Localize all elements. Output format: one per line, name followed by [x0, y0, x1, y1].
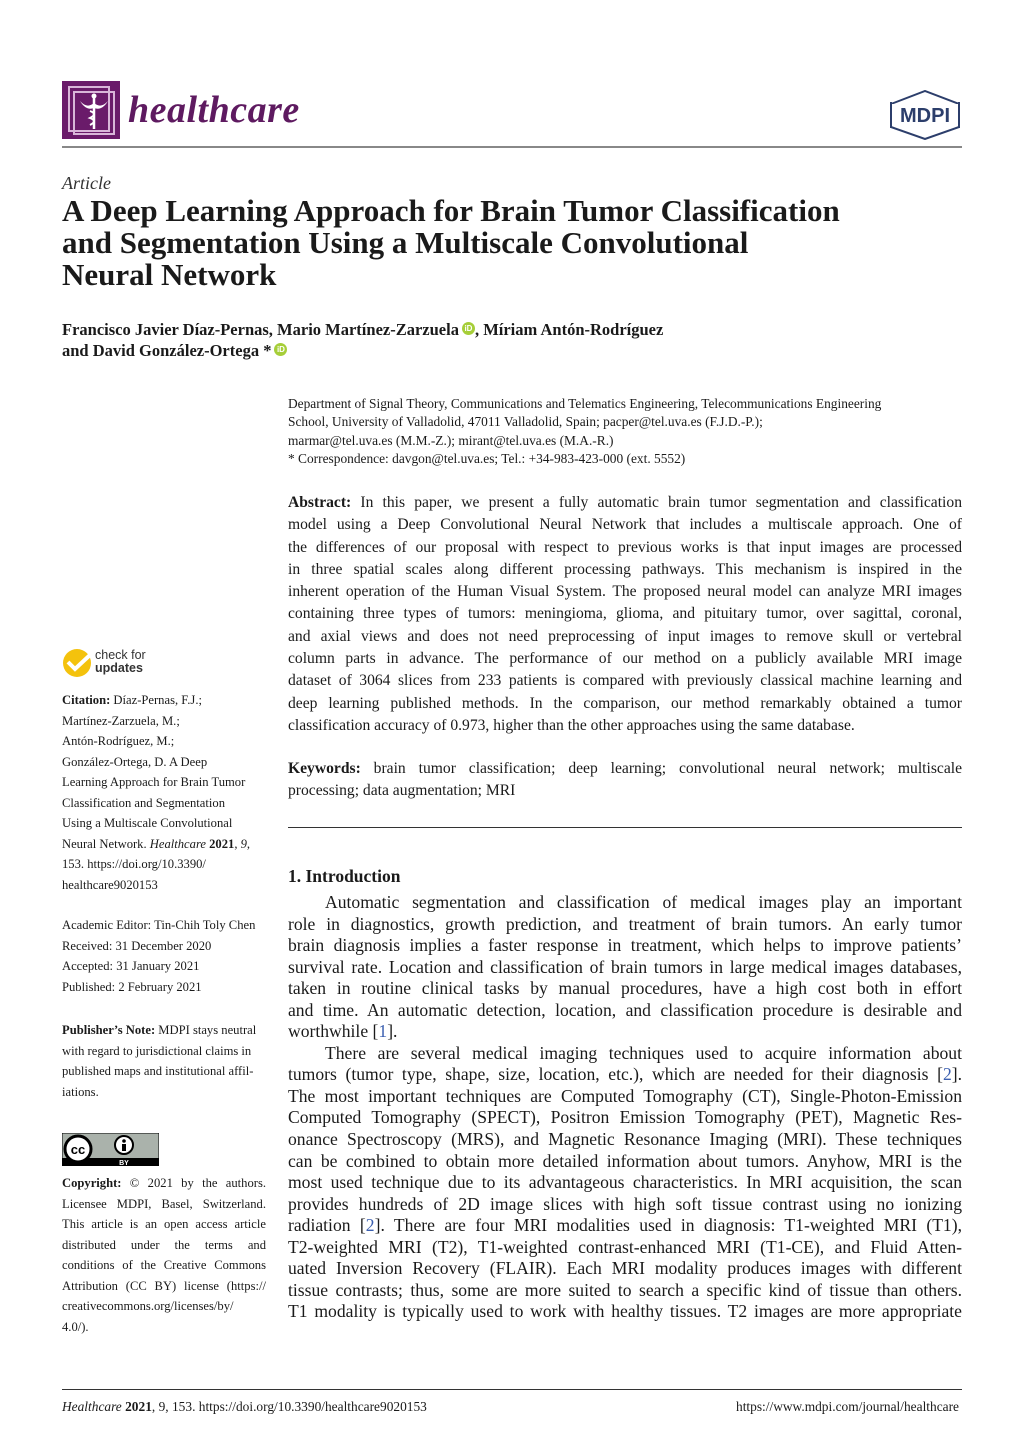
text-segment: Citation: [62, 693, 111, 707]
text-line [288, 1086, 962, 1108]
text-line [288, 1237, 962, 1259]
footer-journal: Healthcare [62, 1399, 122, 1414]
text-line [288, 1172, 962, 1194]
text-line [62, 1041, 266, 1062]
text-segment: with regard to jurisdictional claims in [62, 1043, 252, 1058]
text-segment: Martínez-Zarzuela, M.; [62, 713, 180, 728]
check-updates-icon [62, 648, 94, 680]
text-line [288, 603, 962, 625]
text-line [288, 892, 962, 914]
title-line: A Deep Learning Approach for Brain Tumor Classification [62, 193, 840, 228]
check-updates-label: check for [95, 648, 146, 662]
text-line [62, 1235, 266, 1256]
text-segment: Neural Network. [62, 836, 150, 851]
text-line [62, 1255, 266, 1276]
text-segment: Learning Approach for Brain Tumor [62, 775, 246, 789]
section-divider [288, 827, 962, 828]
text-line [288, 978, 962, 1000]
journal-logo [62, 81, 120, 139]
text-line [62, 915, 266, 936]
author-list [62, 319, 663, 361]
text-line [288, 1151, 962, 1173]
text-segment: marmar@tel.uva.es (M.M.-Z.); mirant@tel.uva.es (M.A.-R.) [288, 432, 614, 448]
text-segment: deep learning published methods. In the comparison, our method remarkably obtained a tumor [288, 694, 962, 712]
title-line: Neural Network [62, 257, 277, 292]
text-segment: conditions of the Creative Commons [62, 1258, 266, 1272]
footer-citation [62, 1399, 427, 1415]
text-segment: T2-weighted MRI (T2), T1-weighted contrast-enhanced MRI (T1-CE), and Fluid Atten- [288, 1236, 962, 1257]
text-segment: the differences of our proposal with respect to previous works is that input images are processed [288, 538, 962, 556]
text-line [62, 690, 266, 711]
text-segment: Classification and Segmentation [62, 795, 225, 810]
footer-journal-url[interactable]: https://www.mdpi.com/journal/healthcare [736, 1399, 959, 1414]
text-line [62, 813, 266, 834]
text-segment: There are several medical imaging techniques used to acquire information about [325, 1042, 962, 1063]
keywords [288, 758, 962, 803]
mdpi-logo [888, 90, 962, 140]
text-line [288, 432, 962, 450]
orcid-icon[interactable]: iD [274, 343, 287, 356]
introduction-body [288, 892, 962, 1323]
text-line [288, 1107, 962, 1129]
text-segment: Accepted: 31 January 2021 [62, 959, 200, 973]
text-line [62, 1296, 266, 1317]
text-segment: containing three types of tumors: meningioma, glioma, and pituitary tumor, over sagittal, coronal, [288, 605, 962, 623]
text-segment: brain tumor classification; deep learning; convolutional neural network; multiscale [360, 760, 962, 777]
text-line [62, 711, 266, 732]
by-text: BY [119, 1160, 129, 1166]
text-line [62, 936, 266, 957]
reference-link[interactable]: 2 [942, 1064, 952, 1085]
text-segment: brain diagnosis implies a faster response in treatment, which helps to improve patients’ [288, 935, 962, 956]
text-segment: creativecommons.org/licenses/by/ [62, 1299, 234, 1313]
text-line [62, 1173, 266, 1194]
text-segment: in three spatial scales along different processing pathways. This mechanism is inspired in the [288, 560, 962, 578]
text-segment: radiation [ [288, 1215, 366, 1236]
text-segment: onance Spectroscopy (MRS), and Magnetic Resonance Imaging (MRI). These techniques [288, 1129, 962, 1150]
text-segment: Academic Editor: Tin-Chih Toly Chen [62, 918, 256, 932]
text-line [62, 1020, 266, 1041]
text-segment: Automatic segmentation and classification of medical images play an important [325, 892, 962, 912]
text-segment: , [234, 836, 241, 851]
citation [62, 690, 266, 895]
text-line [288, 1258, 962, 1280]
journal-name: healthcare [128, 89, 300, 131]
text-segment: model using a Deep Convolutional Neural Network that includes a multiscale approach. One of [288, 516, 962, 534]
text-segment: Licensee MDPI, Basel, Switzerland. [62, 1196, 266, 1211]
text-segment: most used technique due to its advantageous characteristics. In MRI acquisition, the scan [288, 1172, 962, 1193]
text-line [288, 758, 962, 780]
text-segment: Department of Signal Theory, Communications and Telematics Engineering, Telecommunications Engineering [288, 396, 882, 411]
text-line [62, 772, 266, 793]
text-line [288, 1129, 962, 1151]
text-segment: 153. https://doi.org/10.3390/ [62, 857, 206, 871]
text-line [62, 1194, 266, 1215]
text-line [288, 914, 962, 936]
text-line [288, 413, 962, 431]
text-line [288, 559, 962, 581]
text-line [62, 1061, 266, 1082]
text-segment: MDPI stays neutral [155, 1023, 257, 1037]
editor-and-dates [62, 915, 266, 997]
header-divider [62, 146, 962, 148]
text-segment: , [246, 836, 251, 851]
text-line [288, 648, 962, 670]
text-line [62, 854, 266, 875]
text-segment: worthwhile [ [288, 1021, 379, 1042]
text-segment: T1 modality is typically used to work with healthy tissues. T2 images are more appropriate [288, 1301, 962, 1322]
text-line [62, 956, 266, 977]
text-line [288, 492, 962, 514]
text-segment: ]. [387, 1021, 398, 1042]
cc-by-license-badge[interactable] [62, 1133, 159, 1166]
publisher-note [62, 1020, 266, 1102]
text-line [62, 793, 266, 814]
text-line [288, 935, 962, 957]
text-line [62, 834, 266, 855]
text-segment: tumors (tumor type, shape, size, location, etc.), which are needed for their diagnosis [ [288, 1064, 943, 1085]
text-segment: Keywords: [288, 760, 361, 777]
text-segment: survival rate. Location and classification of brain tumors in large medical images databases, [288, 956, 962, 977]
text-line [288, 1280, 962, 1302]
authors-text: , Míriam Antón-Rodríguez [474, 320, 664, 339]
text-line [288, 1194, 962, 1216]
text-line [62, 977, 266, 998]
text-segment: uated Inversion Recovery (FLAIR). Each MRI modality produces images with different [288, 1258, 962, 1279]
footer-year: 2021 [125, 1399, 152, 1414]
text-line [288, 1215, 962, 1237]
abstract [288, 492, 962, 737]
title-line: and Segmentation Using a Multiscale Convolutional [62, 225, 749, 260]
text-line [288, 626, 962, 648]
text-line [288, 1301, 962, 1323]
text-segment: ]. [951, 1064, 962, 1085]
text-segment: role in diagnostics, growth prediction, and treatment of brain tumors. An early tumor [288, 913, 962, 934]
text-segment: * Correspondence: davgon@tel.uva.es; Tel.: +34-983-423-000 (ext. 5552) [288, 451, 686, 467]
text-segment: distributed under the terms and [62, 1237, 266, 1252]
text-segment: Published: 2 February 2021 [62, 979, 202, 994]
text-line [288, 1021, 962, 1043]
text-segment: 4.0/). [62, 1319, 89, 1334]
affiliations [288, 395, 962, 469]
text-segment: inherent operation of the Human Visual System. The proposed neural model can analyze MRI images [288, 583, 962, 601]
text-segment: iations. [62, 1084, 99, 1099]
text-segment: School, University of Valladolid, 47011 Valladolid, Spain; pacper@tel.uva.es (F.J.D.-P.); [288, 414, 763, 430]
text-segment: healthcare9020153 [62, 877, 158, 892]
text-segment: This article is an open access article [62, 1217, 266, 1231]
text-segment: classification accuracy of 0.973, higher than the other approaches using the same database. [288, 716, 855, 734]
check-for-updates-button[interactable] [62, 648, 222, 680]
text-line [288, 715, 962, 737]
text-line [288, 450, 962, 468]
text-segment: 9 [240, 836, 247, 851]
text-line [288, 670, 962, 692]
reference-link[interactable]: 1 [378, 1021, 388, 1042]
reference-link[interactable]: 2 [365, 1215, 375, 1236]
section-heading: 1. Introduction [288, 866, 401, 886]
text-line [62, 1082, 266, 1103]
text-line [62, 1214, 266, 1235]
text-segment: Díaz-Pernas, F.J.; [110, 693, 202, 707]
text-segment: González-Ortega, D. A Deep [62, 754, 208, 769]
text-segment: Received: 31 December 2020 [62, 938, 212, 953]
text-segment: processing; data augmentation; MRI [288, 782, 516, 800]
text-line [288, 780, 962, 802]
text-segment: Abstract: [288, 494, 352, 511]
text-line [288, 581, 962, 603]
authors-text: and David González-Ortega * [62, 341, 272, 360]
text-segment: Copyright: [62, 1176, 122, 1190]
check-updates-label: updates [95, 661, 143, 675]
text-line [288, 395, 962, 413]
text-segment: can be combined to obtain more detailed information about tumors. Anyhow, MRI is the [288, 1150, 962, 1171]
text-segment: column parts in advance. The performance of our method on a publicly available MRI image [288, 650, 962, 668]
orcid-icon[interactable]: iD [462, 322, 475, 335]
text-line [288, 693, 962, 715]
text-segment: ]. There are four MRI modalities used in diagnosis: T1-weighted MRI (T1), [374, 1215, 962, 1236]
text-segment: provides hundreds of 2D image slices with high soft tissue contrast using no ionizing [288, 1193, 962, 1214]
text-segment: 2021 [205, 836, 235, 851]
text-line [288, 1000, 962, 1022]
authors-text: Francisco Javier Díaz-Pernas, Mario Martínez-Zarzuela [62, 320, 459, 339]
caduceus-icon [62, 81, 120, 139]
text-line [62, 1276, 266, 1297]
text-line [288, 1043, 962, 1065]
text-segment: Computed Tomography (SPECT), Positron Emission Tomography (PET), Magnetic Res- [288, 1107, 962, 1128]
text-line [288, 957, 962, 979]
text-segment: Using a Multiscale Convolutional [62, 816, 233, 830]
text-line [288, 537, 962, 559]
text-segment: published maps and institutional affil- [62, 1064, 254, 1078]
text-segment: In this paper, we present a fully automatic brain tumor segmentation and classification [351, 494, 962, 511]
article-type: Article [62, 173, 111, 193]
text-line [288, 1064, 962, 1086]
text-line [288, 514, 962, 536]
text-segment: and axial views and does not need preprocessing of input images to remove skull or vertebral [288, 627, 962, 645]
text-segment: Healthcare [149, 836, 206, 851]
text-segment: Attribution (CC BY) license (https:// [62, 1278, 266, 1293]
text-segment: The most important techniques are Computed Tomography (CT), Single-Photon-Emission [288, 1085, 962, 1106]
text-line [62, 731, 266, 752]
text-segment: taken in routine clinical tasks by manual procedures, have a high cost both in effort [288, 978, 962, 999]
text-segment: Antón-Rodríguez, M.; [62, 734, 175, 748]
text-segment: Publisher’s Note: [62, 1023, 156, 1037]
text-line [62, 1317, 266, 1338]
text-segment: dataset of 3064 slices from 233 patients is compared with previously classical machine learning and [288, 672, 962, 690]
text-segment: and time. An automatic detection, location, and classification procedure is desirable and [288, 999, 962, 1020]
cc-text: cc [70, 1142, 86, 1157]
text-line [62, 752, 266, 773]
text-segment: tissue contrasts; thus, some are more suited to search a specific kind of tissue than others. [288, 1279, 962, 1300]
mdpi-logo-text: MDPI [900, 105, 950, 127]
text-line [62, 875, 266, 896]
copyright [62, 1173, 266, 1337]
paper-title [62, 195, 840, 291]
text-segment: © 2021 by the authors. [121, 1176, 266, 1190]
footer-divider [62, 1389, 962, 1390]
footer-doi: , 9, 153. https://doi.org/10.3390/healthcare9020153 [151, 1399, 427, 1414]
